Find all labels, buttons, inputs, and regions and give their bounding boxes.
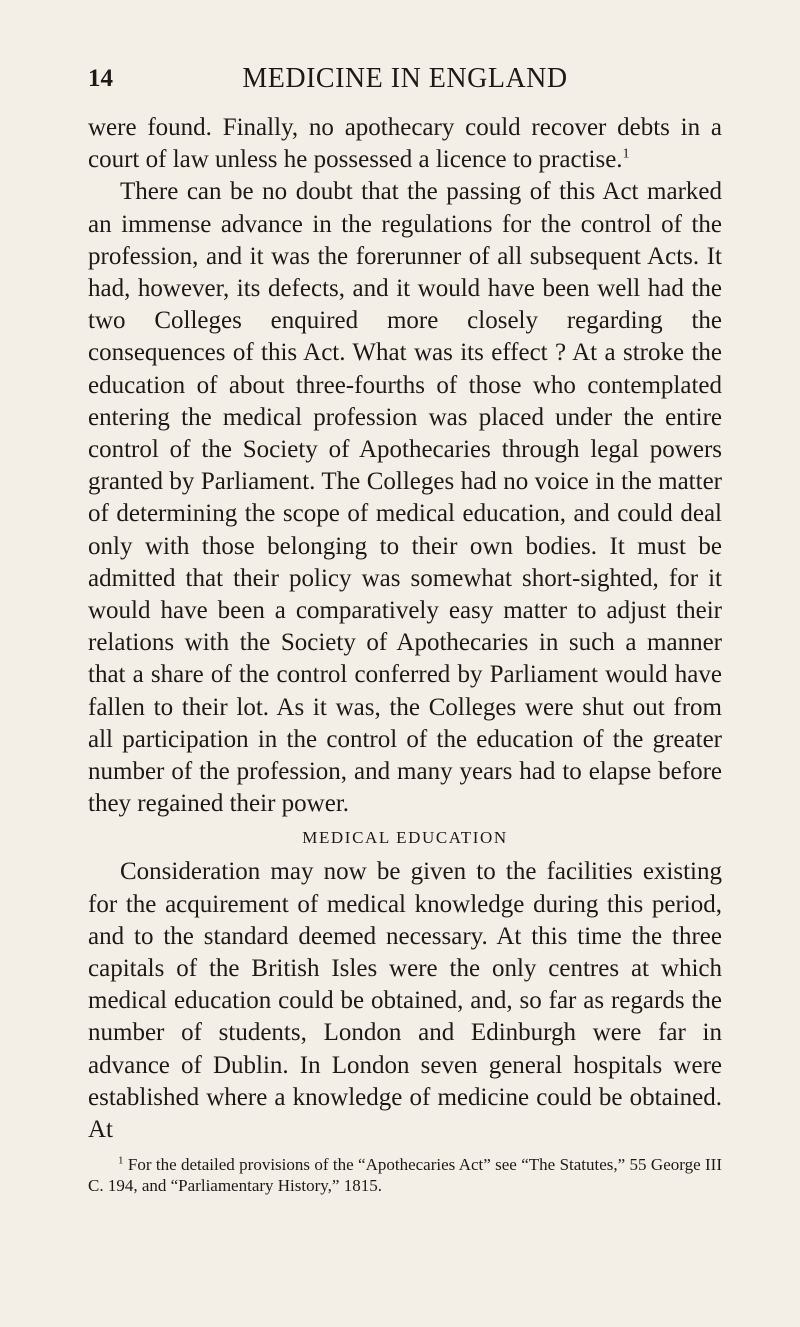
running-head xyxy=(88,64,722,104)
paragraph-3: Consideration may now be given to the facilities existing for the acquirement of medical knowledge during this period, and to the standard deemed necessary. At this time the three capitals of the British Isles were the only centres at which medical education could be obtained, and, so far as regards the number of students, London and Edinburgh were far in advance of Dublin. In London seven general hospitals were established where a knowledge of medicine could be obtained. At xyxy=(88,858,722,1144)
paragraph-1-text: were found. Finally, no apothecary could recover debts in a court of law unless he possessed a licence to practise. xyxy=(88,114,722,174)
running-head-title: MEDICINE IN ENGLAND xyxy=(242,63,568,94)
footnote-marker: 1 xyxy=(118,1154,124,1167)
book-page xyxy=(88,64,722,1196)
footnote-reference: 1 xyxy=(622,146,630,162)
footnote xyxy=(88,1154,722,1196)
paragraph-2: There can be no doubt that the passing of this Act marked an immense advance in the regulations for the control of the profession, and it was the forerunner of all subsequent Acts. It had, however, its defects, and it would have been well had the two Colleges enquired more closely regarding the consequences of this Act. What was its effect ? At a stroke the education of about three-fourths of those who contemplated entering the medical profession was placed under the entire control of the Society of Apothecaries through legal powers granted by Parliament. The Colleges had no voice in the matter of determining the scope of medical education, and could deal only with those belonging to their own bodies. It must be admitted that their policy was somewhat short-sighted, for it would have been a comparatively easy matter to adjust their relations with the Society of Apothecaries in such a manner that a share of the control conferred by Parliament would have fallen to their lot. As it was, the Colleges were shut out from all participation in the control of the education of the greater number of the profession, and many years had to elapse before they regained their power. xyxy=(88,178,722,818)
footnote-text: For the detailed provisions of the “Apothecaries Act” see “The Statutes,” 55 George III C. 194, and “Parliamentary History,” 1815. xyxy=(88,1155,722,1196)
page-number: 14 xyxy=(88,65,113,92)
paragraph-1 xyxy=(88,112,722,176)
section-heading: MEDICAL EDUCATION xyxy=(302,828,508,848)
body-text xyxy=(88,112,722,1146)
